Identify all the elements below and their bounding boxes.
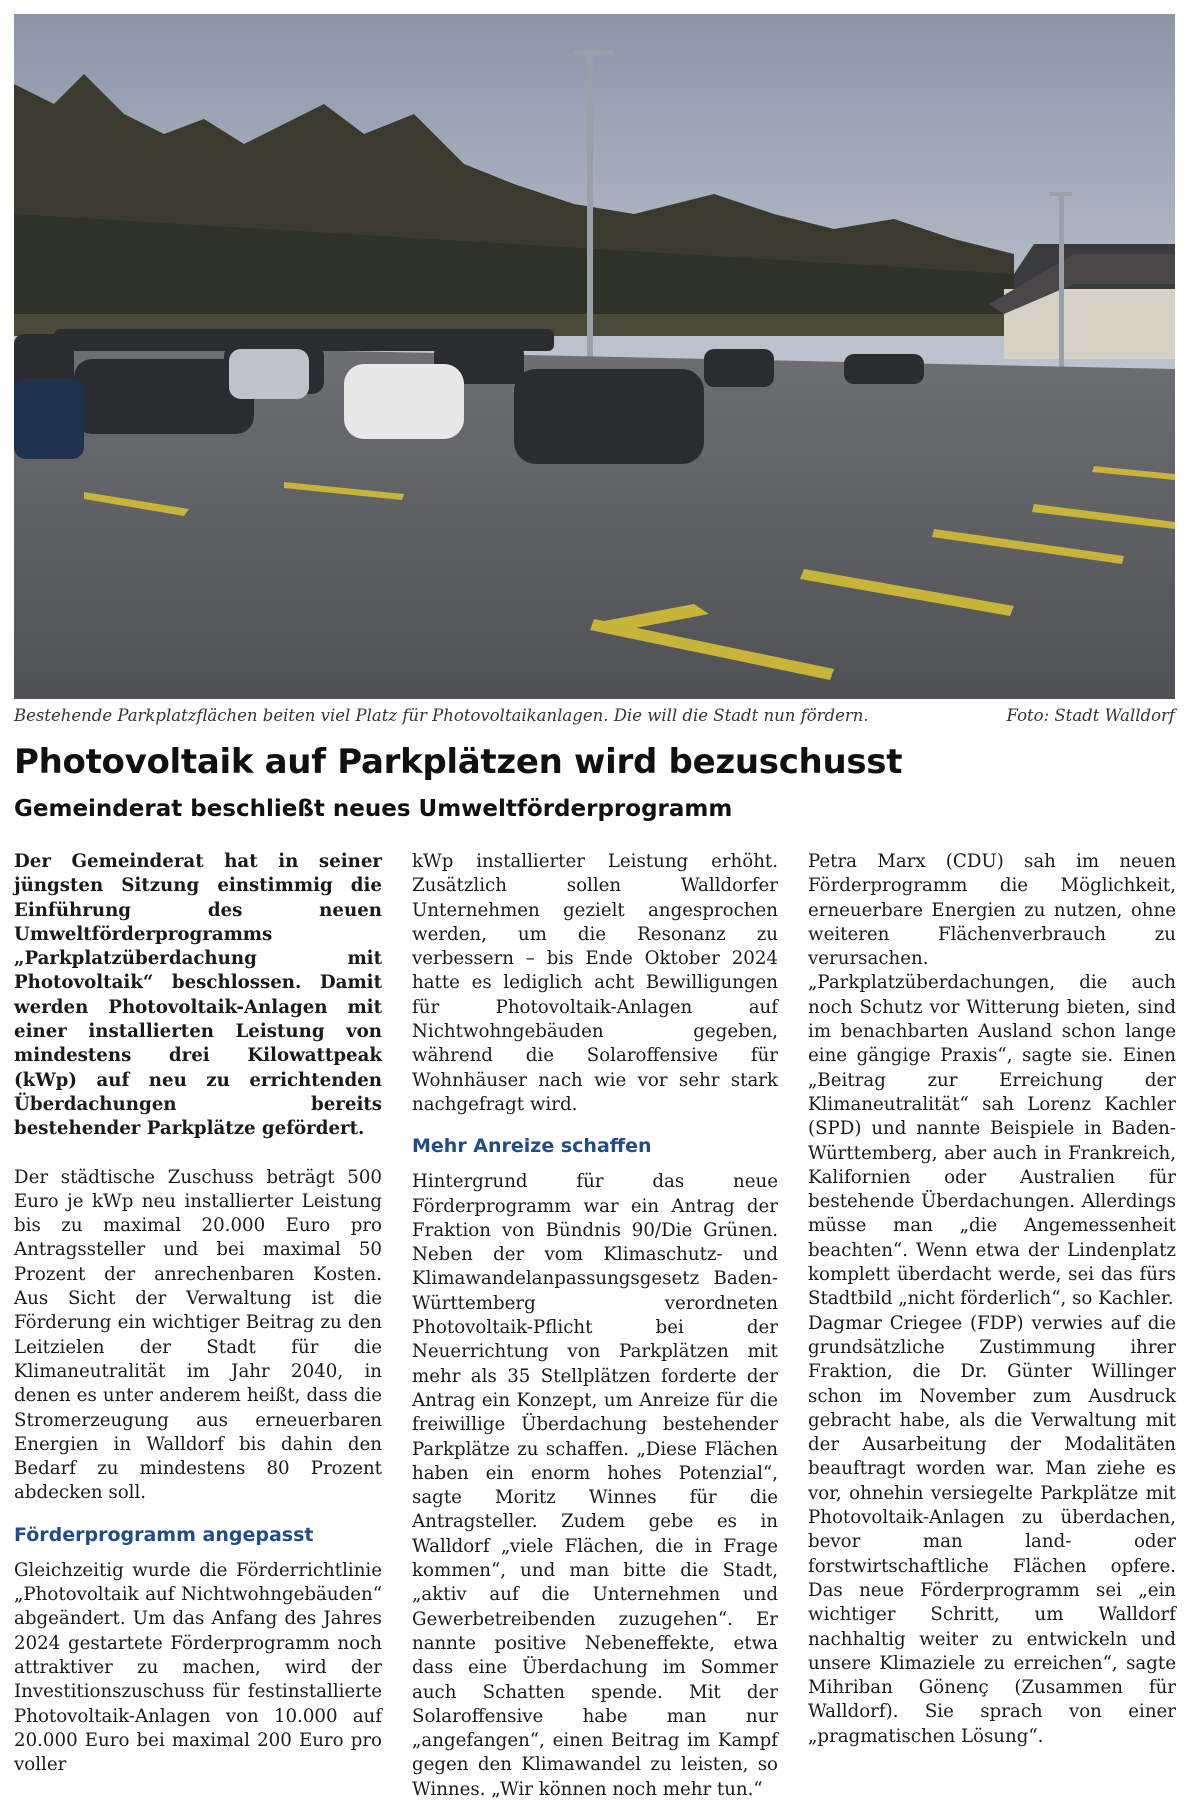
article-column-2 [412,850,778,1802]
article-paragraph: Hintergrund für das neue Förderprogramm war ein Antrag der Fraktion von Bündnis 90/Die Grünen. Neben der vom Klimaschutz- und Klimawandelanpassungsgesetz Baden-Württemberg verordneten Photovoltaik-Pflicht bei der Neuerrichtung von Parkplätzen mit mehr als 35 Stellplätzen forderte der Antrag ein Konzept, um Anreize für die freiwillige Überdachung bestehender Parkplätze zu schaffen. „Diese Flächen haben ein enorm hohes Potenzial“, sagte Moritz Winnes für die Antragsteller. Zudem gebe es in Walldorf „viele Flächen, die in Frage kommen“, und man bitte die Stadt, „aktiv auf die Unternehmen und Gewerbetreibenden zuzugehen“. Er nannte positive Nebeneffekte, etwa dass eine Überdachung im Sommer auch Schatten spende. Mit der Solaroffensive habe man nur „angefangen“, einen Beitrag im Kampf gegen den Klimawandel zu leisten, so Winnes. „Wir können noch mehr tun.“ [412,1171,778,1800]
article-lead: Der Gemeinderat hat in seiner jüngsten Sitzung einstimmig die Einführung des neuen Umweltförderprogramms „Parkplatzüberdachung mit Photovoltaik“ beschlossen. Damit werden Photovoltaik-Anlagen mit einer installierten Leistung von mindestens drei Kilowattpeak (kWp) auf neu zu errichtenden Überdachungen bereits bestehender Parkplätze gefördert. [14,851,382,1140]
article-paragraph: kWp installierter Leistung erhöht. Zusätzlich sollen Walldorfer Unternehmen gezielt angesprochen werden, um die Resonanz zu verbessern – bis Ende Oktober 2024 hatte es lediglich acht Bewilligungen für Photovoltaik-Anlagen auf Nichtwohngebäuden gegeben, während die Solaroffensive für Wohnhäuser nach wie vor sehr stark nachgefragt wird. [412,851,778,1115]
photo-credit: Foto: Stadt Walldorf [1006,706,1175,725]
parking-lot-photo [14,14,1175,699]
article-paragraph: Gleichzeitig wurde die Förderrichtlinie „Photovoltaik auf Nichtwohngebäuden“ abgeändert. Um das Anfang des Jahres 2024 gestartete Förderprogramm noch attraktiver zu machen, wird der Investitionszuschuss für festinstallierte Photovoltaik-Anlagen von 10.000 auf 20.000 Euro bei maximal 200 Euro pro voller [14,1559,382,1776]
photo-caption-row [14,706,1175,732]
article-paragraph: Der städtische Zuschuss beträgt 500 Euro je kWp neu installierter Leistung bis zu maximal 20.000 Euro pro Antragssteller und bei maximal 50 Prozent der anrechenbaren Kosten. Aus Sicht der Verwaltung ist die Förderung ein wichtiger Beitrag zu den Leitzielen der Stadt für die Klimaneutralität im Jahr 2040, in denen es unter anderem heißt, dass die Stromerzeugung aus erneuerbaren Energien in Walldorf bis dahin den Bedarf zu mindestens 80 Prozent abdecken soll. [14,1166,382,1504]
photo-caption: Bestehende Parkplatzflächen beiten viel Platz für Photovoltaikanlagen. Die will die Stadt nun fördern. [14,706,869,725]
article-column-1 [14,850,382,1777]
article-column-3 [808,850,1176,1749]
article-paragraph: Dagmar Criegee (FDP) verwies auf die grundsätzliche Zustimmung ihrer Fraktion, die Dr. Günter Willinger schon im November zum Ausdruck gebracht habe, als die Verwaltung mit der Ausarbeitung der Modalitäten beauftragt worden war. Man ziehe es vor, ohnehin versiegelte Parkplätze mit Photovoltaik-Anlagen zu überdachen, bevor man land- oder forstwirtschaftliche Flächen opfere. Das neue Förderprogramm sei „ein wichtiger Schritt, um Walldorf nachhaltig weiter zu entwickeln und unsere Klimaziele zu erreichen“, sagte Mihriban Gönenç (Zusammen für Walldorf). Sie sprach von einer „pragmatischen Lösung“. [808,1312,1176,1747]
section-heading: Mehr Anreize schaffen [412,1135,652,1158]
article-subheadline: Gemeinderat beschließt neues Umweltförderprogramm [14,796,733,822]
article-paragraph: Petra Marx (CDU) sah im neuen Förderprogramm die Möglichkeit, erneuerbare Energien zu nutzen, ohne weiteren Flächenverbrauch zu verursachen. „Parkplatzüberdachungen, die auch noch Schutz vor Witterung bieten, sind im benachbarten Ausland schon lange eine gängige Praxis“, sagte sie. Einen „Beitrag zur Erreichung der Klimaneutralität“ sah Lorenz Kachler (SPD) und nannte Beispiele in Baden-Württemberg, aber auch in Frankreich, Kalifornien oder Australien für bestehende Überdachungen. Allerdings müsse man „die Angemessenheit beachten“. Wenn etwa der Lindenplatz komplett überdacht werde, sei das fürs Stadtbild „nicht förderlich“, so Kachler. [808,851,1176,1310]
section-heading: Förderprogramm angepasst [14,1523,314,1546]
article-headline: Photovoltaik auf Parkplätzen wird bezuschusst [14,742,903,782]
